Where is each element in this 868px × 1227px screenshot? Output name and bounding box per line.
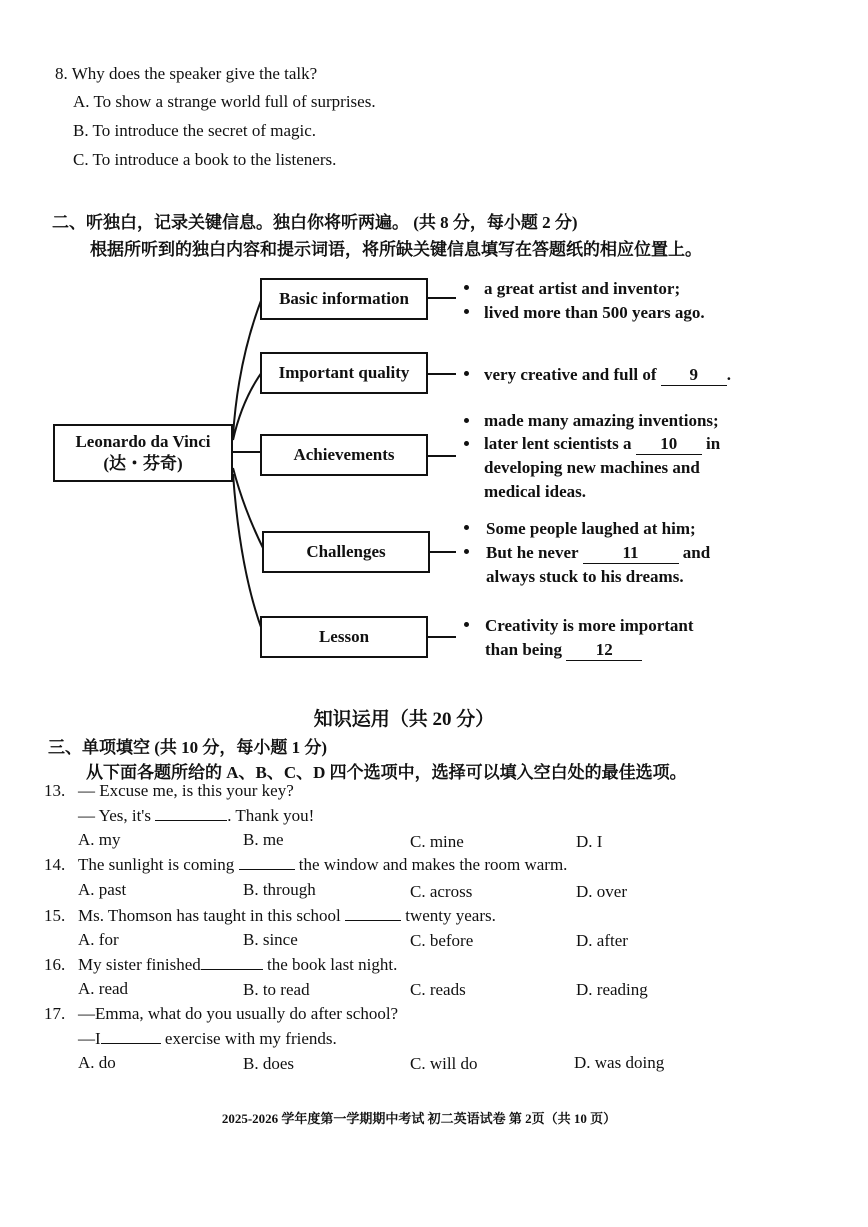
box-challenges <box>262 531 430 573</box>
q13-line2 <box>78 806 314 826</box>
blank-12 <box>566 640 642 661</box>
q17-line2 <box>78 1029 337 1049</box>
box-lesson <box>260 616 428 658</box>
note-basic-1: a great artist and inventor; <box>484 279 681 298</box>
blank-9 <box>661 365 727 386</box>
blank-12-number: 12 <box>595 640 613 659</box>
q16-option-c: C. reads <box>410 980 466 999</box>
box-basic-label: Basic information <box>279 289 409 308</box>
q13-number: 13. <box>44 781 66 800</box>
q15-option-a: A. for <box>78 930 119 949</box>
center-chinese-name: (达・芬奇) <box>103 454 183 473</box>
note-achieve-2 <box>484 434 720 455</box>
note-quality-text: very creative and full of <box>484 365 657 384</box>
q13-option-d: D. I <box>576 832 603 851</box>
q15-option-c: C. before <box>410 931 474 950</box>
box-lesson-label: Lesson <box>318 627 370 646</box>
bullet-icon <box>464 549 469 554</box>
q15-stem-post: twenty years. <box>405 906 496 925</box>
blank-11-number: 11 <box>622 543 639 562</box>
box-challenges-label: Challenges <box>306 542 386 561</box>
q14-option-c: C. across <box>410 882 473 901</box>
center-box-leonardo <box>53 424 233 482</box>
q17-option-c: C. will do <box>410 1054 478 1073</box>
q17-line2-pre: —I <box>78 1029 101 1048</box>
blank-10 <box>636 434 702 455</box>
q17-blank <box>101 1043 161 1044</box>
box-achievements-label: Achievements <box>293 445 395 464</box>
note-lesson-2-text: than being <box>485 640 562 659</box>
box-important-quality <box>260 352 428 394</box>
blank-11 <box>583 543 679 564</box>
q15-option-b: B. since <box>243 930 298 949</box>
q17-number: 17. <box>44 1004 66 1023</box>
box-achievements <box>260 434 428 476</box>
section2-instruction: 根据所听到的独白内容和提示词语，将所缺关键信息填写在答题纸的相应位置上。 <box>90 240 702 259</box>
q15-stem <box>78 906 496 926</box>
note-challenge-2 <box>486 543 710 564</box>
q8-option-b: B. To introduce the secret of magic. <box>73 121 317 140</box>
page-footer-text: 2025-2026 学年度第一学期期中考试 初二英语试卷 第 2页（共 10 页） <box>221 1111 617 1126</box>
q13-option-a: A. my <box>78 830 121 849</box>
q16-blank <box>201 969 263 970</box>
q14-option-b: B. through <box>243 880 316 899</box>
note-lesson-2 <box>485 640 642 661</box>
q17-line2-post: exercise with my friends. <box>164 1029 337 1048</box>
q13-option-c: C. mine <box>410 832 464 851</box>
bullet-icon <box>464 441 469 446</box>
note-achieve-1: made many amazing inventions; <box>484 411 719 430</box>
q8-option-c: C. To introduce a book to the listeners. <box>73 150 337 169</box>
q13-line2-pre: — Yes, it's <box>78 806 151 825</box>
bullet-icon <box>464 371 469 376</box>
q14-stem-pre: The sunlight is coming <box>78 855 235 874</box>
note-lesson-1: Creativity is more important <box>485 616 694 635</box>
q13-option-b: B. me <box>243 830 284 849</box>
note-quality <box>484 365 731 386</box>
q17-line1: —Emma, what do you usually do after school? <box>78 1004 399 1023</box>
note-challenge-2-text: But he never <box>486 543 579 562</box>
q16-stem-post: the book last night. <box>267 955 398 974</box>
note-basic-2: lived more than 500 years ago. <box>484 303 705 322</box>
blank-10-number: 10 <box>660 434 678 453</box>
q16-option-d: D. reading <box>576 980 648 999</box>
note-quality-end: . <box>726 365 731 384</box>
q13-line1: — Excuse me, is this your key? <box>78 781 294 800</box>
bullet-icon <box>464 285 469 290</box>
q15-stem-pre: Ms. Thomson has taught in this school <box>78 906 341 925</box>
q14-number: 14. <box>44 855 66 874</box>
q16-number: 16. <box>44 955 66 974</box>
q16-stem <box>78 955 397 975</box>
q17-option-a: A. do <box>78 1053 116 1072</box>
bullet-icon <box>464 309 469 314</box>
note-challenge-3: always stuck to his dreams. <box>486 567 684 586</box>
q14-stem-post: the window and makes the room warm. <box>298 855 568 874</box>
box-quality-label: Important quality <box>278 363 410 382</box>
center-name: Leonardo da Vinci <box>75 431 211 451</box>
q17-option-d: D. was doing <box>574 1053 665 1072</box>
q13-line2-post: . Thank you! <box>227 806 315 825</box>
bullet-icon <box>464 622 469 627</box>
q14-option-a: A. past <box>78 880 127 899</box>
q15-blank <box>345 920 401 921</box>
q16-option-a: A. read <box>78 979 129 998</box>
note-achieve-2-end: in <box>705 434 721 453</box>
q17-option-b: B. does <box>243 1054 294 1073</box>
q15-number: 15. <box>44 906 66 925</box>
note-challenge-1: Some people laughed at him; <box>486 519 696 538</box>
part-title-text: 知识运用（共 20 分） <box>313 709 495 730</box>
bullet-icon <box>464 418 469 423</box>
note-challenge-2-end: and <box>682 543 711 562</box>
page-footer <box>0 1108 868 1127</box>
q14-blank <box>239 869 295 870</box>
q14-stem <box>78 855 567 875</box>
q8-stem: 8. Why does the speaker give the talk? <box>55 64 318 83</box>
q14-option-d: D. over <box>576 882 627 901</box>
note-achieve-3: developing new machines and <box>484 458 700 477</box>
q16-option-b: B. to read <box>243 980 310 999</box>
section2-heading: 二、听独白，记录关键信息。独白你将听两遍。 (共 8 分，每小题 2 分) <box>52 213 578 232</box>
q16-stem-pre: My sister finished <box>78 955 201 974</box>
section3-heading: 三、单项填空 (共 10 分，每小题 1 分) <box>48 738 328 757</box>
bullet-icon <box>464 525 469 530</box>
part-title <box>0 704 868 731</box>
section3-instruction: 从下面各题所给的 A、B、C、D 四个选项中，选择可以填入空白处的最佳选项。 <box>86 763 687 782</box>
q8-option-a: A. To show a strange world full of surprises. <box>73 92 376 111</box>
box-basic-information <box>260 278 428 320</box>
blank-9-number: 9 <box>689 365 698 384</box>
note-achieve-2-text: later lent scientists a <box>484 434 632 453</box>
q13-blank <box>155 820 227 821</box>
note-achieve-4: medical ideas. <box>484 482 586 501</box>
q15-option-d: D. after <box>576 931 628 950</box>
